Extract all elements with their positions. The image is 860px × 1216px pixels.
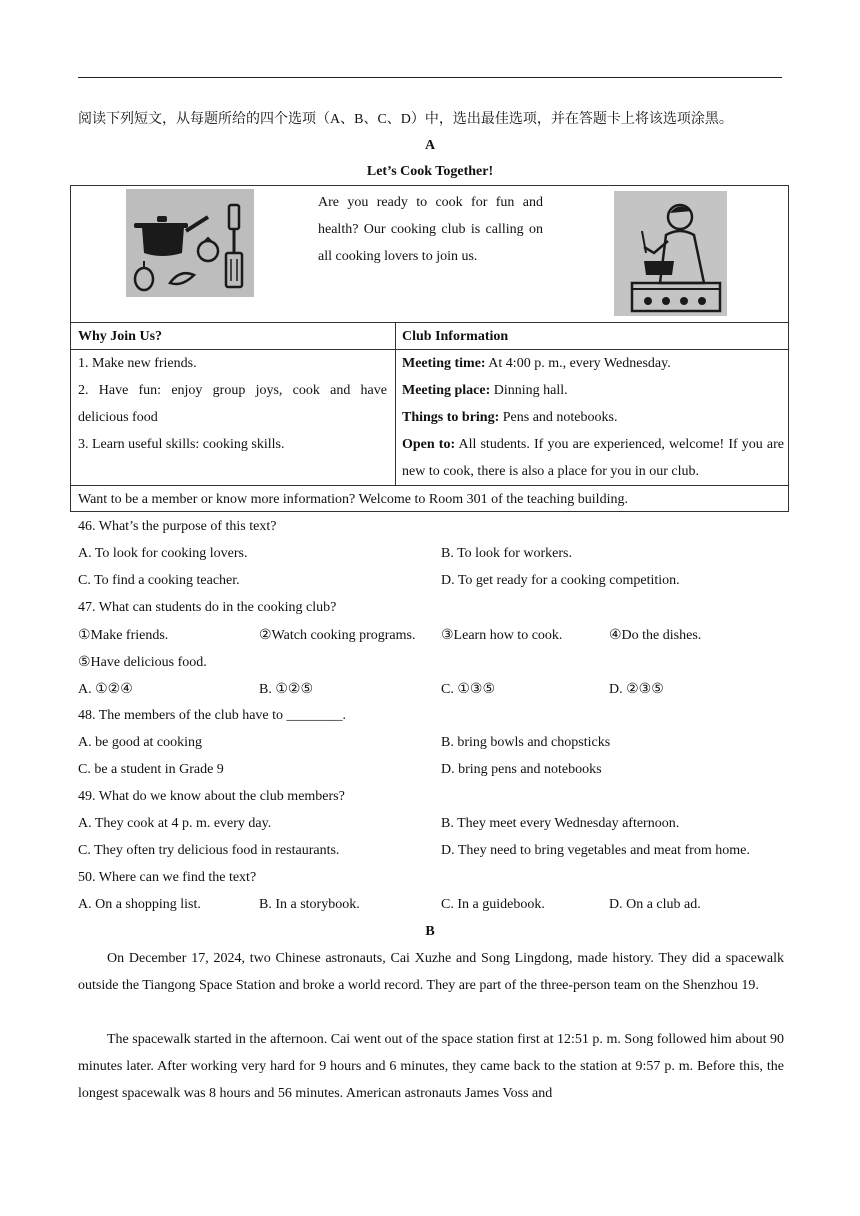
section-a-letter: A — [424, 138, 436, 153]
q47-item-4: ④Do the dishes. — [609, 628, 702, 643]
q48-option-b: B. bring bowls and chopsticks — [441, 735, 611, 750]
q46-stem: 46. What’s the purpose of this text? — [78, 519, 277, 534]
things-to-bring-label: Things to bring: — [402, 410, 500, 425]
why-item: 2. Have fun: enjoy group joys, cook and have delicious food — [78, 383, 387, 425]
club-card — [70, 185, 789, 512]
section-b-letter: B — [425, 924, 435, 939]
things-to-bring-row — [402, 404, 784, 431]
cookware-image — [126, 189, 254, 297]
q48-option-d: D. bring pens and notebooks — [441, 762, 602, 777]
chef-cooking-icon — [614, 191, 727, 316]
q50-option-a: A. On a shopping list. — [78, 897, 201, 912]
q49-option-b: B. They meet every Wednesday afternoon. — [441, 816, 680, 831]
q47-option-a: A. ①②④ — [78, 682, 133, 697]
chef-image — [614, 191, 727, 316]
meeting-place-row — [402, 377, 784, 404]
q47-option-b: B. ①②⑤ — [259, 682, 313, 697]
club-info-header: Club Information — [402, 329, 509, 344]
open-to-value: All students. If you are experienced, welcome! If you are new to cook, there is also a place for you in our club. — [402, 437, 784, 479]
cookware-icon — [126, 189, 254, 297]
q49-option-c: C. They often try delicious food in restaurants. — [78, 843, 340, 858]
q48-stem: 48. The members of the club have to ________. — [78, 708, 347, 723]
q49-option-a: A. They cook at 4 p. m. every day. — [78, 816, 272, 831]
meeting-place-value: Dinning hall. — [490, 383, 568, 398]
q50-stem: 50. Where can we find the text? — [78, 870, 257, 885]
why-item: 1. Make new friends. — [78, 356, 197, 371]
why-join-list — [78, 350, 387, 458]
section-a-title: Let’s Cook Together! — [366, 164, 494, 179]
meeting-time-label: Meeting time: — [402, 356, 486, 371]
q47-item-1: ①Make friends. — [78, 628, 169, 643]
q47-item-5: ⑤Have delicious food. — [78, 655, 207, 670]
section-b-paragraph-2: The spacewalk started in the afternoon. Cai went out of the space station first at 12:51 p. m. Song followed him about 90 minutes later. After working very hard for 9 hours and 6 minutes, they came back to the station at 9:57 p. m. Before this, the longest spacewalk was 8 hours and 56 minutes. American astronauts James Voss and — [78, 1032, 784, 1101]
why-join-header: Why Join Us? — [78, 329, 163, 344]
q47-item-2: ②Watch cooking programs. — [259, 628, 416, 643]
header-rule — [78, 77, 782, 78]
q47-option-d: D. ②③⑤ — [609, 682, 664, 697]
card-divider-vertical — [395, 322, 396, 485]
club-intro: Are you ready to cook for fun and health? Our cooking club is calling on all cooking lovers to join us. — [318, 195, 543, 264]
q46-option-d: D. To get ready for a cooking competition. — [441, 573, 680, 588]
q47-stem: 47. What can students do in the cooking club? — [78, 600, 337, 615]
open-to-row — [402, 431, 784, 485]
meeting-time-row — [402, 350, 784, 377]
q46-option-c: C. To find a cooking teacher. — [78, 573, 240, 588]
open-to-label: Open to: — [402, 437, 456, 452]
card-footer-text: Want to be a member or know more information? Welcome to Room 301 of the teaching building. — [78, 492, 628, 507]
q46-option-a: A. To look for cooking lovers. — [78, 546, 248, 561]
club-info-list — [402, 350, 784, 485]
q47-option-c: C. ①③⑤ — [441, 682, 495, 697]
q50-option-d: D. On a club ad. — [609, 897, 701, 912]
meeting-time-value: At 4:00 p. m., every Wednesday. — [485, 356, 671, 371]
q50-option-b: B. In a storybook. — [259, 897, 360, 912]
section-b-paragraph-1: On December 17, 2024, two Chinese astronauts, Cai Xuzhe and Song Lingdong, made history. They did a spacewalk outside the Tiangong Space Station and broke a world record. They are part of the three-person team on the Shenzhou 19. — [78, 951, 784, 993]
meeting-place-label: Meeting place: — [402, 383, 491, 398]
q47-item-3: ③Learn how to cook. — [441, 628, 563, 643]
why-item: 3. Learn useful skills: cooking skills. — [78, 437, 285, 452]
q49-stem: 49. What do we know about the club members? — [78, 789, 345, 804]
things-to-bring-value: Pens and notebooks. — [499, 410, 618, 425]
instruction-text: 阅读下列短文，从每题所给的四个选项（A、B、C、D）中，选出最佳选项，并在答题卡上将该选项涂黑。 — [78, 112, 733, 127]
q49-option-d: D. They need to bring vegetables and meat from home. — [441, 843, 750, 858]
q50-option-c: C. In a guidebook. — [441, 897, 545, 912]
q48-option-a: A. be good at cooking — [78, 735, 203, 750]
q46-option-b: B. To look for workers. — [441, 546, 572, 561]
q48-option-c: C. be a student in Grade 9 — [78, 762, 224, 777]
